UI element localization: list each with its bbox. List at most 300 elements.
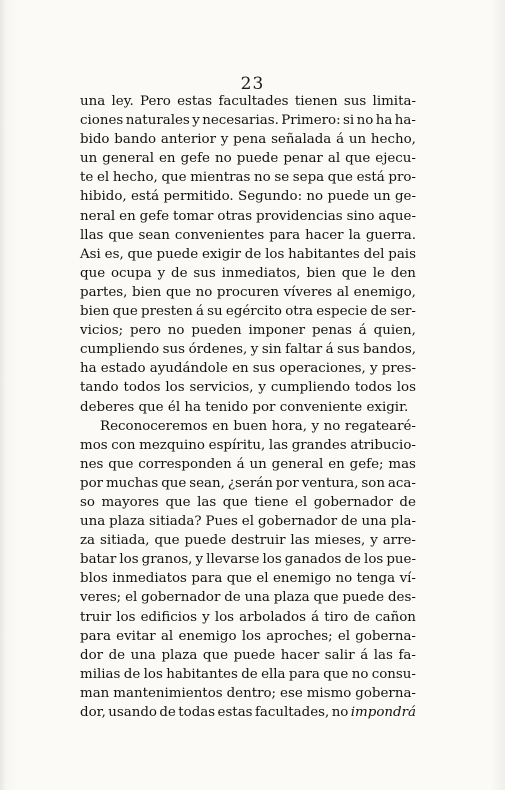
word: al [327, 151, 341, 167]
word: usando [108, 705, 157, 720]
word: el [241, 514, 255, 530]
word: facultades, [254, 705, 330, 720]
word: pres- [381, 361, 416, 377]
word: mos [80, 437, 108, 453]
word: no [195, 284, 213, 300]
text-line [80, 226, 416, 245]
word: bien [80, 304, 110, 320]
word: bandos, [363, 342, 416, 358]
word: pero [129, 323, 161, 339]
word: de [399, 494, 416, 510]
word: de [241, 666, 258, 682]
word: tiene [254, 494, 289, 510]
word: de [244, 246, 262, 262]
word: puede [236, 151, 279, 167]
word: que [345, 151, 371, 167]
word: sean, [189, 475, 225, 491]
word: hibido, [80, 189, 127, 205]
word: general [102, 151, 154, 167]
word: penar [283, 151, 323, 167]
word: para [288, 666, 320, 682]
word: cañon [375, 609, 416, 625]
word: faltar [285, 342, 323, 358]
text-line [80, 531, 416, 550]
word: vicios; [80, 323, 124, 339]
word: los [143, 666, 163, 682]
word: y [258, 380, 266, 396]
word: procuren [216, 284, 280, 300]
word: el [125, 590, 138, 606]
text-line [80, 455, 416, 474]
word: tiro [324, 609, 349, 625]
word: y [369, 361, 378, 377]
word: hacer [305, 227, 344, 243]
word: por [252, 399, 276, 415]
word: regatearé- [344, 418, 416, 434]
word: en [212, 418, 229, 434]
text-line [80, 168, 416, 187]
word: los [119, 552, 139, 568]
word: con [111, 437, 136, 453]
word: en [119, 208, 136, 224]
word: puede [184, 533, 227, 549]
word: especie [316, 304, 368, 320]
word: que [161, 170, 187, 186]
word: otras [217, 208, 253, 224]
word: plaza [109, 514, 146, 530]
text-line [80, 703, 416, 722]
word: ví- [399, 571, 416, 587]
word: el [96, 170, 110, 186]
word: le [372, 265, 385, 281]
word: pla- [390, 514, 416, 530]
word: fa- [398, 647, 416, 663]
word: que [222, 494, 248, 510]
word: de [370, 304, 387, 320]
word: necesarias. [202, 113, 279, 129]
word: Pero [140, 94, 171, 109]
word: estas [217, 705, 253, 720]
word: mientras [190, 170, 251, 186]
word: todos [354, 380, 392, 396]
word: á [325, 342, 334, 358]
word: llas [80, 227, 104, 243]
word: bido [80, 132, 110, 148]
word: penas [311, 323, 352, 339]
word: es, [104, 246, 124, 262]
word: estas [177, 94, 213, 109]
word: te [80, 170, 94, 186]
word: no [351, 666, 369, 682]
word: que [341, 265, 367, 281]
word: y [220, 132, 229, 148]
word: habitantes [288, 246, 360, 262]
word: naturales [125, 113, 190, 129]
word: gobernador [313, 494, 393, 510]
word: veres; [80, 590, 122, 606]
word: ese [280, 685, 303, 701]
text-line [80, 608, 416, 627]
word: ha [80, 361, 97, 377]
word: neral [80, 208, 116, 224]
word: que [127, 246, 153, 262]
word: los [262, 552, 282, 568]
word: inmediatos [112, 571, 187, 587]
word: servicios, [189, 380, 254, 396]
word: está [130, 189, 160, 205]
word: des- [387, 590, 416, 606]
text-line [80, 474, 416, 493]
word: si [343, 113, 355, 129]
text-line [80, 187, 416, 206]
word: pro- [388, 170, 416, 186]
word: por [80, 475, 104, 491]
word: víveres [283, 284, 333, 300]
word: puede [233, 647, 276, 663]
word: atribucio- [350, 437, 416, 453]
word: de [344, 552, 361, 568]
word: los [265, 246, 285, 262]
word: Reconoceremos [100, 418, 208, 434]
word: y [192, 113, 200, 129]
word: á [358, 323, 367, 339]
word: que [165, 284, 192, 300]
word: ha- [394, 113, 416, 129]
word: que [226, 571, 252, 587]
word: un [373, 189, 391, 205]
word: exigir [201, 246, 241, 262]
word: pue- [386, 552, 416, 568]
word: que [313, 590, 339, 606]
word: mieses, [314, 533, 366, 549]
word: en [232, 361, 249, 377]
word: ser- [390, 304, 416, 320]
word: aque- [378, 208, 416, 224]
word: que [138, 399, 164, 415]
word: gefe; [349, 456, 384, 472]
word: pueden [191, 323, 242, 339]
word: á [195, 304, 204, 320]
word: todos [123, 380, 161, 396]
word: aca- [387, 475, 416, 491]
word: mas [388, 456, 416, 472]
word: un [80, 151, 98, 167]
word: arre- [382, 533, 416, 549]
word: de [123, 666, 141, 682]
word: sus [337, 342, 360, 358]
word: las [290, 533, 310, 549]
word: za [80, 533, 96, 549]
word: sepa [292, 170, 325, 186]
word: dentro; [226, 685, 277, 701]
word: él [167, 399, 181, 415]
word: nes [80, 456, 104, 472]
text-line [80, 264, 416, 283]
word: ocupa [110, 265, 152, 281]
word: plaza [273, 590, 310, 606]
word: granos, [141, 552, 193, 568]
word: una [244, 590, 270, 606]
word: Asi [80, 246, 101, 262]
word: presten [141, 304, 193, 320]
word: habitantes [166, 666, 238, 682]
word: las [197, 494, 217, 510]
word: cumpliendo [270, 380, 351, 396]
word: y [250, 342, 259, 358]
word: permitido. [163, 189, 234, 205]
word: está [356, 170, 385, 186]
word: blos [80, 571, 108, 587]
text-line [80, 207, 416, 226]
word: Segundo: [238, 189, 303, 205]
word: sitiada, [99, 533, 150, 549]
word: estado [100, 361, 146, 377]
word: y [370, 533, 378, 549]
word: ley. [111, 94, 134, 109]
word: dor [80, 647, 104, 663]
text-line [80, 92, 416, 111]
text-line [80, 321, 416, 340]
word: en [328, 456, 345, 472]
word: los [214, 609, 235, 625]
word: corresponden [138, 456, 232, 472]
word: den [390, 265, 416, 281]
word: otra [285, 304, 314, 320]
word: exigir. [366, 399, 409, 415]
word: que [165, 494, 191, 510]
word: cumpliendo [80, 342, 160, 358]
text-line [80, 512, 416, 531]
word: mantenimientos [113, 685, 223, 701]
word: ella [261, 666, 286, 682]
word: anterior [160, 132, 216, 148]
word: que [112, 304, 138, 320]
text-line [80, 359, 416, 378]
word: por [275, 475, 299, 491]
word: buen [233, 418, 268, 434]
word: operaciones, [279, 361, 366, 377]
word: ¿serán [227, 475, 273, 491]
text-line [80, 665, 416, 684]
word: dor, [80, 705, 106, 720]
word: hacer [280, 647, 320, 663]
word: enemigo [178, 628, 237, 644]
text-line [80, 588, 416, 607]
word: truir [80, 609, 112, 625]
word: aproches; [266, 628, 333, 644]
word: una [130, 647, 156, 663]
word: sitiada? [148, 514, 202, 530]
word: providencias [256, 208, 343, 224]
text-line [80, 398, 416, 417]
word: á [336, 132, 345, 148]
word: sus [343, 94, 367, 109]
word: gefe [180, 151, 210, 167]
word: de [224, 590, 241, 606]
word: de [353, 609, 370, 625]
word: inmediatos, [221, 265, 301, 281]
word: convenientes [174, 227, 265, 243]
word: goberna- [355, 685, 416, 701]
word: no [331, 705, 349, 720]
word: llevarse [206, 552, 260, 568]
word: bien [306, 265, 336, 281]
page-number: 23 [240, 74, 265, 94]
word: un [348, 132, 367, 148]
word: los [396, 380, 416, 396]
word: ha [375, 113, 393, 129]
word: una [361, 514, 387, 530]
word: que [154, 533, 180, 549]
word: arbolados [239, 609, 306, 625]
word: que [161, 475, 187, 491]
word: deberes [80, 399, 135, 415]
word: en [159, 151, 176, 167]
word: ge- [394, 189, 416, 205]
word: mismo [306, 685, 352, 701]
word: el [337, 628, 351, 644]
word: bando [114, 132, 157, 148]
text-line [80, 245, 416, 264]
word: para [191, 571, 223, 587]
word: tenga [356, 571, 396, 587]
word: sus [252, 361, 276, 377]
text-line [80, 436, 416, 455]
word: y [202, 609, 210, 625]
word: facultades [218, 94, 289, 109]
word: sus [193, 265, 216, 281]
word: y [195, 552, 204, 568]
word: del [363, 246, 385, 262]
italic-word: impondrá [350, 705, 416, 720]
word: Pues [205, 514, 238, 530]
word: sus [162, 342, 186, 358]
word: enemigo [272, 571, 332, 587]
word: sean [138, 227, 170, 243]
word: que [108, 227, 134, 243]
word: las [268, 437, 289, 453]
word: gobernador [257, 514, 338, 530]
word: espíritu, [208, 437, 266, 453]
word: milias [80, 666, 121, 682]
word: ejecu- [375, 151, 416, 167]
text-line [80, 493, 416, 512]
text-line [80, 111, 416, 130]
word: no [323, 418, 341, 434]
body-text [80, 92, 416, 722]
word: quien, [373, 323, 416, 339]
word: los [116, 609, 136, 625]
word: pais [388, 246, 416, 262]
word: edificios [140, 609, 197, 625]
word: que [323, 666, 349, 682]
word: no [214, 151, 232, 167]
word: imponer [248, 323, 306, 339]
word: conveniente [279, 399, 363, 415]
word: que [108, 456, 134, 472]
word: tomar [172, 208, 214, 224]
text-line [80, 340, 416, 359]
word: al [336, 284, 350, 300]
word: tienen [294, 94, 338, 109]
word: so [80, 494, 95, 510]
word: se [274, 170, 290, 186]
word: evitar [116, 628, 156, 644]
word: mezquino [139, 437, 205, 453]
word: grandes [291, 437, 347, 453]
text-line [80, 283, 416, 302]
word: á [236, 456, 245, 472]
word: para [269, 227, 301, 243]
text-line [80, 627, 416, 646]
word: y [157, 265, 166, 281]
word: guerra. [365, 227, 416, 243]
word: hecho, [112, 170, 158, 186]
word: no [254, 170, 271, 186]
text-line [80, 550, 416, 569]
word: ganados [284, 552, 342, 568]
word: el [294, 494, 308, 510]
word: goberna- [355, 628, 416, 644]
word: los [241, 628, 261, 644]
word: al [160, 628, 174, 644]
word: ventura, [301, 475, 359, 491]
word: de [171, 265, 188, 281]
word: mayores [101, 494, 159, 510]
word: órdenes, [188, 342, 248, 358]
word: todas [178, 705, 216, 720]
word: una [80, 94, 106, 109]
word: sino [346, 208, 375, 224]
word: general [271, 456, 324, 472]
word: tenido [205, 399, 249, 415]
word: su [207, 304, 223, 320]
word: hecho, [370, 132, 416, 148]
text-line [80, 378, 416, 397]
word: de [159, 705, 176, 720]
word: gefe [139, 208, 170, 224]
word: egército [225, 304, 282, 320]
word: los [165, 380, 185, 396]
text-line [80, 149, 416, 168]
word: no [335, 571, 353, 587]
word: una [80, 514, 106, 530]
word: pena [233, 132, 267, 148]
word: batar [80, 552, 117, 568]
word: muchas [105, 475, 159, 491]
word: limita- [372, 94, 416, 109]
word: un [249, 456, 267, 472]
word: puede [156, 246, 199, 262]
word: á [311, 609, 320, 625]
word: para [80, 628, 111, 644]
word: salir [324, 647, 355, 663]
word: man [80, 685, 110, 701]
text-line [80, 684, 416, 703]
text-line [80, 569, 416, 588]
word: los [364, 552, 384, 568]
word: no [356, 113, 374, 129]
word: no [306, 189, 324, 205]
word: son [361, 475, 385, 491]
word: gobernador [141, 590, 221, 606]
word: ciones [80, 113, 124, 129]
word: que [202, 647, 229, 663]
word: puede [342, 590, 385, 606]
word: ayudándole [149, 361, 228, 377]
word: tando [80, 380, 119, 396]
word: hora, [271, 418, 307, 434]
